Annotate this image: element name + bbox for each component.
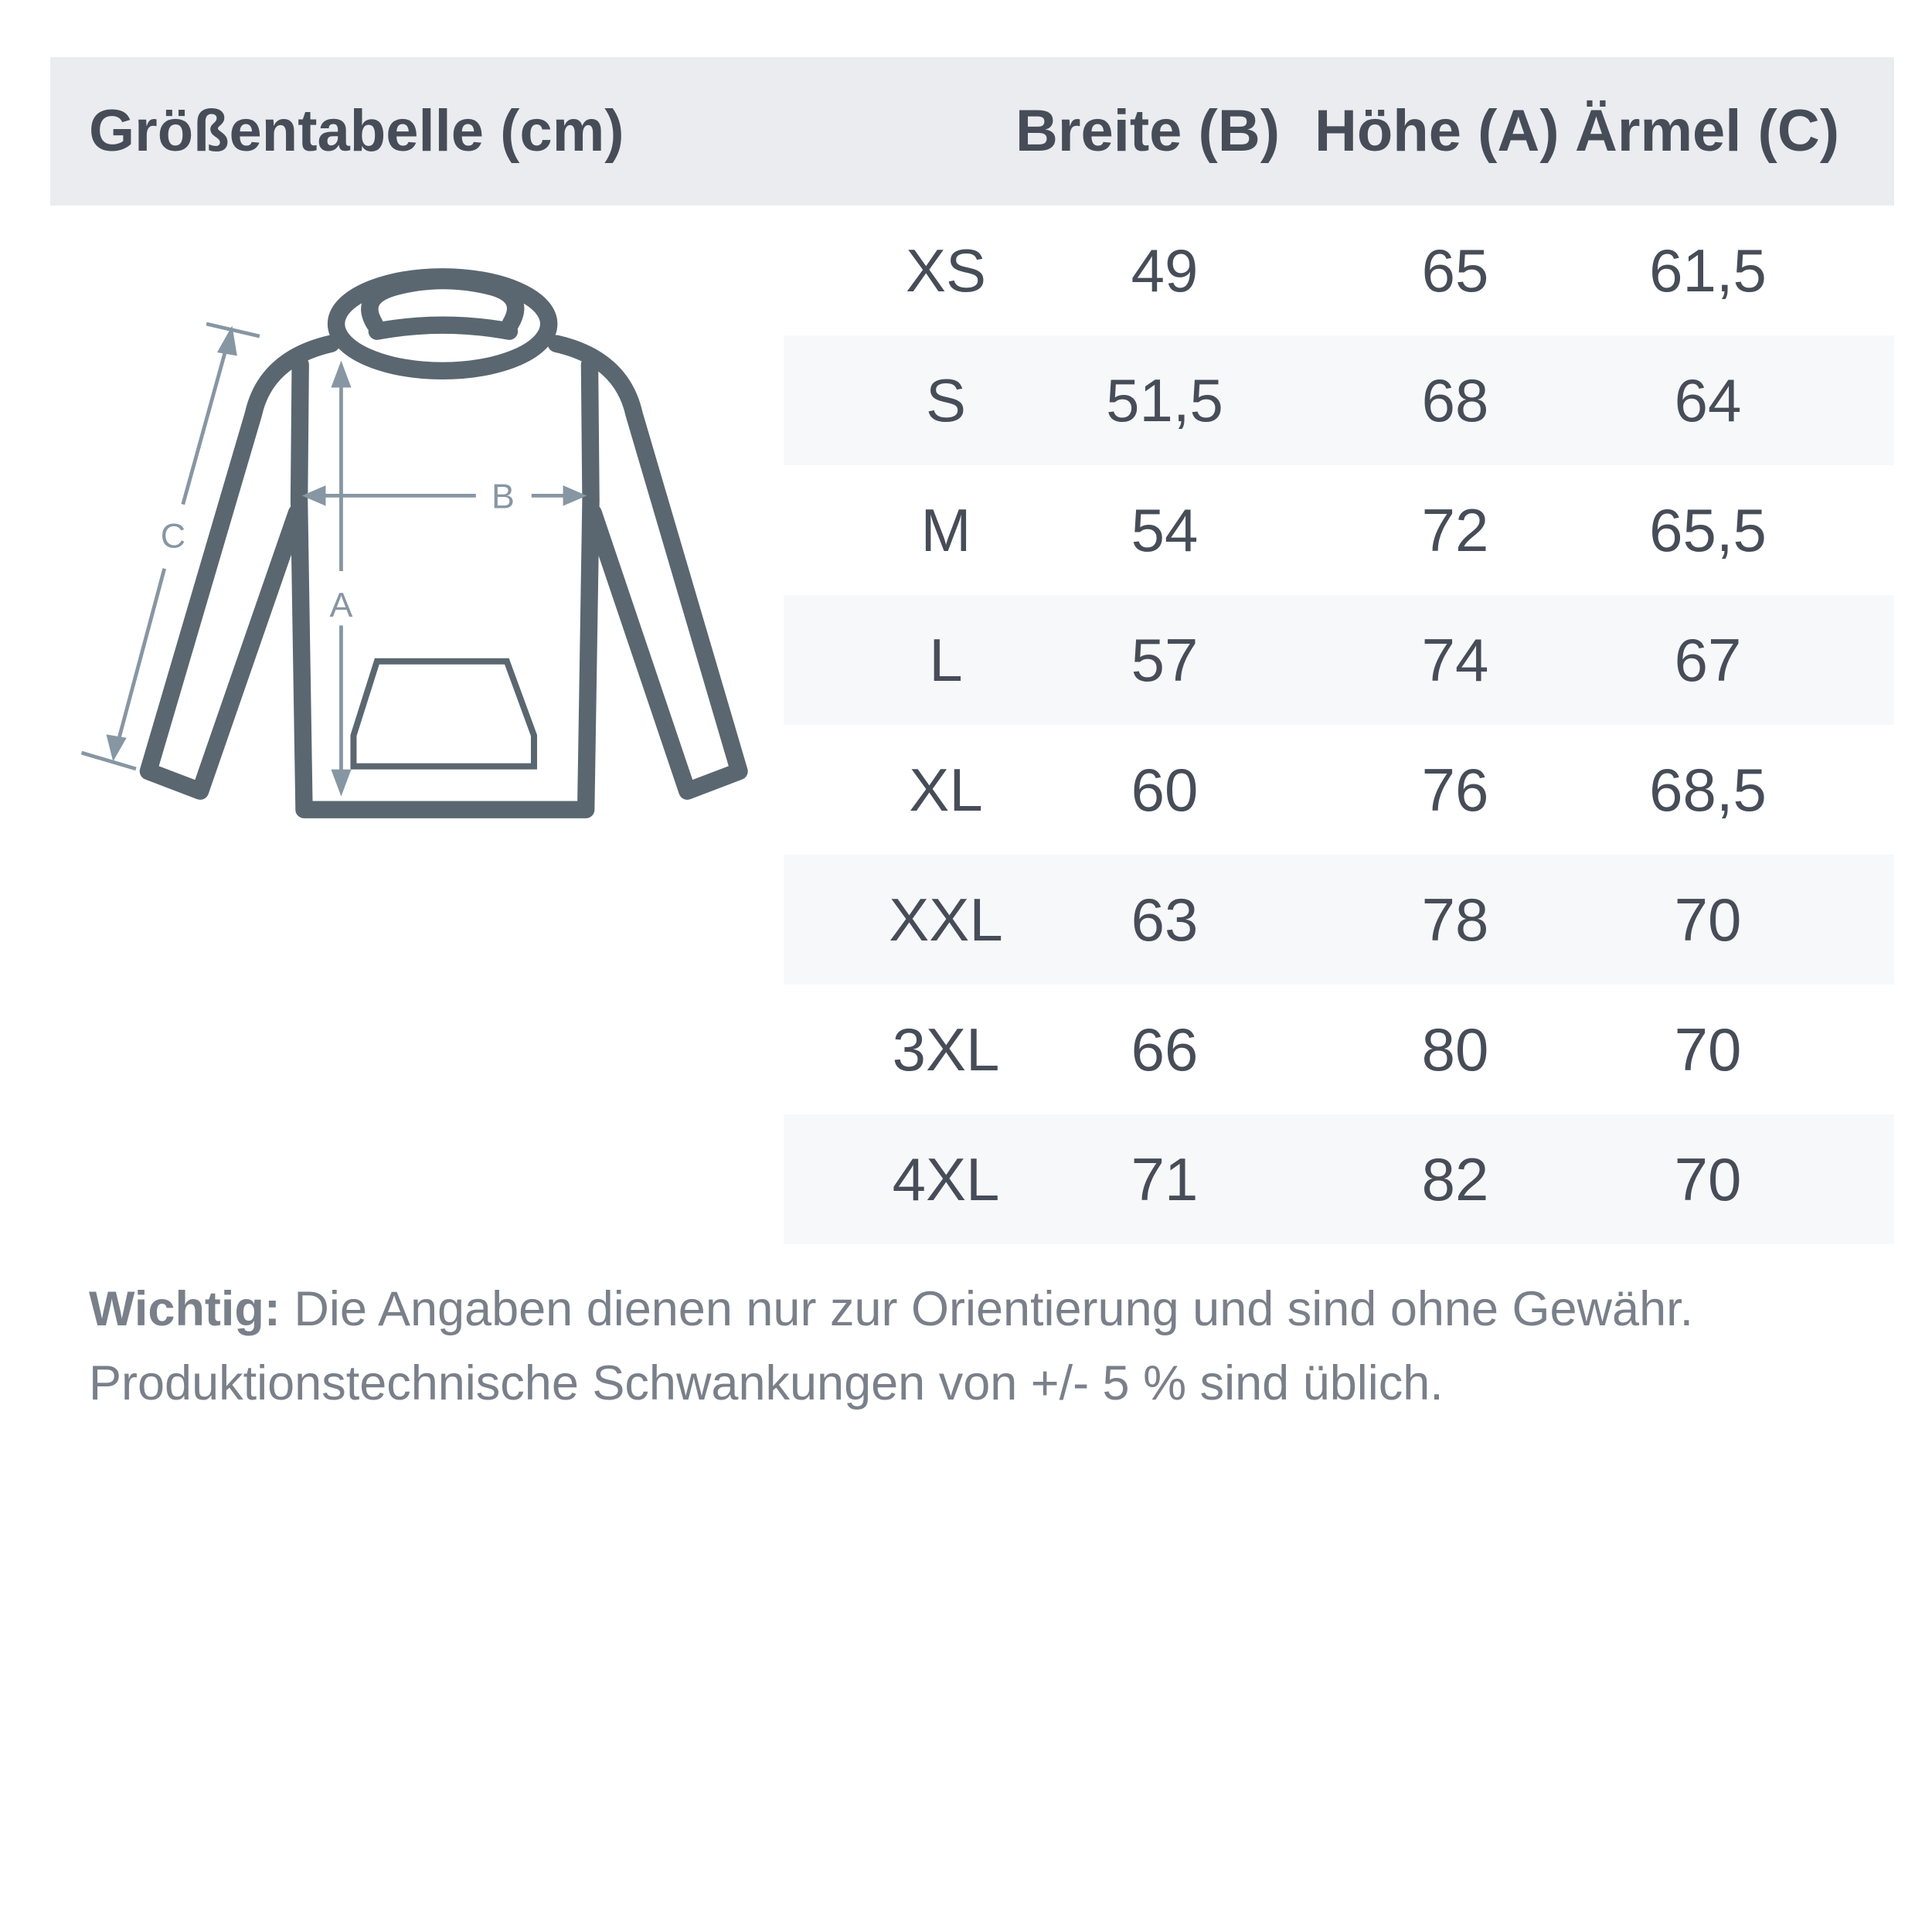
cell-hoehe: 76 xyxy=(1421,756,1489,824)
cell-aermel: 68,5 xyxy=(1649,756,1767,824)
cell-aermel: 64 xyxy=(1674,366,1742,434)
cell-size: L xyxy=(929,626,963,694)
cell-aermel: 70 xyxy=(1674,886,1742,954)
cell-size: 4XL xyxy=(892,1145,1000,1213)
cell-hoehe: 82 xyxy=(1421,1145,1489,1213)
cell-hoehe: 78 xyxy=(1421,886,1489,954)
cell-aermel: 61,5 xyxy=(1649,236,1767,304)
page-title: Größentabelle (cm) xyxy=(89,98,624,164)
cell-size: M xyxy=(920,496,971,564)
cell-aermel: 70 xyxy=(1674,1015,1742,1083)
cell-breite: 71 xyxy=(1131,1145,1199,1213)
cell-breite: 60 xyxy=(1131,756,1199,824)
hoodie-pocket xyxy=(353,662,534,767)
cell-hoehe: 74 xyxy=(1421,626,1489,694)
cell-hoehe: 80 xyxy=(1421,1015,1489,1083)
cell-hoehe: 72 xyxy=(1421,496,1489,564)
column-header-breite: Breite (B) xyxy=(1015,98,1281,164)
cell-breite: 49 xyxy=(1131,236,1199,304)
cell-breite: 51,5 xyxy=(1106,366,1223,434)
cell-size: XS xyxy=(905,236,987,304)
cell-size: XXL xyxy=(889,886,1003,954)
cell-breite: 57 xyxy=(1131,626,1199,694)
column-header-hoehe: Höhe (A) xyxy=(1315,98,1560,164)
cell-aermel: 70 xyxy=(1674,1145,1742,1213)
note-line-2: Produktionstechnische Schwankungen von +/- 5 % sind üblich. xyxy=(89,1356,1444,1410)
measure-label-b: B xyxy=(492,477,515,516)
cell-aermel: 65,5 xyxy=(1649,496,1767,564)
cell-size: S xyxy=(925,366,967,434)
column-header-aermel: Ärmel (C) xyxy=(1575,98,1840,164)
measure-label-a: A xyxy=(329,586,353,625)
note-bold: Wichtig: xyxy=(89,1282,281,1336)
cell-breite: 66 xyxy=(1131,1015,1199,1083)
note-text-1: Die Angaben dienen nur zur Orientierung und sind ohne Gewähr. xyxy=(280,1282,1694,1336)
cell-breite: 54 xyxy=(1131,496,1199,564)
cell-size: XL xyxy=(909,756,983,824)
note-line-1 xyxy=(89,1281,1693,1337)
cell-hoehe: 65 xyxy=(1421,236,1489,304)
measure-label-c: C xyxy=(160,516,186,556)
cell-size: 3XL xyxy=(892,1015,1000,1083)
cell-hoehe: 68 xyxy=(1421,366,1489,434)
cell-aermel: 67 xyxy=(1674,626,1742,694)
cell-breite: 63 xyxy=(1131,886,1199,954)
